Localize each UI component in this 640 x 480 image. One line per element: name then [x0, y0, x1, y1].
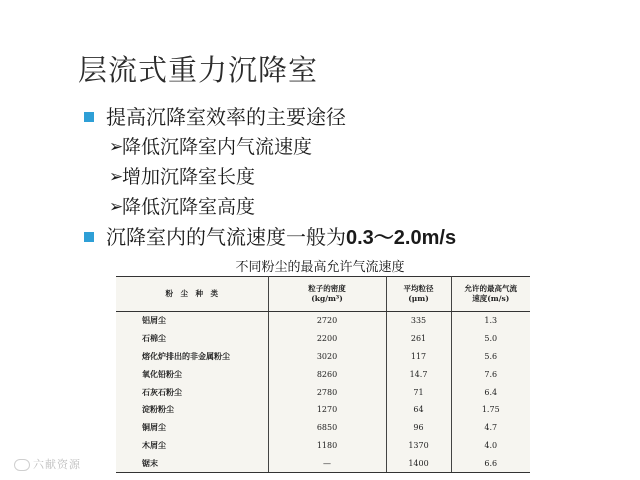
cell-density: —: [268, 454, 386, 472]
cell-max-velocity: 4.0: [484, 440, 498, 450]
cell-density: 8260: [268, 365, 386, 383]
header-max-velocity: 允许的最高气流 速度(m/s): [451, 277, 530, 312]
cell-max-velocity: 1.75: [481, 405, 500, 415]
arrow-bullet-icon: ➢: [109, 137, 124, 157]
header-density: 粒子的密度 (kg/m³): [268, 277, 386, 312]
watermark-logo-icon: [14, 459, 30, 471]
cell-density: 6850: [268, 419, 386, 437]
cell-powder-type: 淀粉粉尘: [116, 401, 268, 419]
cell-powder-type: 石棉尘: [116, 330, 268, 348]
cell-max-velocity: 6.4: [484, 387, 498, 397]
watermark-text: 六献资源: [33, 458, 81, 471]
cell-max-velocity: 4.7: [484, 423, 498, 433]
cell-density: 2720: [268, 312, 386, 330]
table-row: [116, 401, 530, 419]
cell-powder-type: 木屑尘: [116, 437, 268, 455]
sub-bullet-text: 增加沉降室长度: [122, 166, 256, 188]
cell-mean-size: 96: [386, 419, 451, 437]
cell-mean-size: 14.7: [386, 365, 451, 383]
sub-bullet-text: 降低沉降室高度: [122, 196, 256, 218]
square-bullet-icon: [84, 112, 94, 122]
cell-mean-size: 1370: [386, 437, 451, 455]
cell-density: 1180: [268, 437, 386, 455]
table-row: [116, 437, 530, 455]
table-header-row: [116, 277, 530, 312]
cell-powder-type: 铝屑尘: [116, 312, 268, 330]
cell-mean-size: 1400: [386, 454, 451, 472]
arrow-bullet-icon: ➢: [109, 167, 124, 187]
bullet-text: 提高沉降室效率的主要途径: [106, 105, 346, 129]
cell-density: 1270: [268, 401, 386, 419]
cell-mean-size: 64: [386, 401, 451, 419]
cell-mean-size: 261: [386, 330, 451, 348]
cell-powder-type: 氧化铅粉尘: [116, 365, 268, 383]
bullet-main-ways: [82, 102, 622, 132]
sub-bullet-increase-length: [82, 162, 622, 192]
cell-powder-type: 锯末: [116, 454, 268, 472]
header-mean-size: 平均粒径 (μm): [386, 277, 451, 312]
table-row: [116, 348, 530, 366]
cell-max-velocity: 5.0: [484, 334, 498, 344]
cell-density: 2780: [268, 383, 386, 401]
powder-velocity-table: [116, 276, 530, 473]
arrow-bullet-icon: ➢: [109, 197, 124, 217]
cell-density: 2200: [268, 330, 386, 348]
cell-max-velocity: 6.6: [451, 454, 530, 472]
cell-powder-type: 铜屑尘: [116, 419, 268, 437]
table-row: [116, 454, 530, 472]
header-powder-type: 粉 尘 种 类: [116, 277, 268, 312]
table-row: [116, 383, 530, 401]
cell-max-velocity: 1.3: [484, 316, 498, 326]
velocity-range-value: 0.3～2.0m/s: [346, 227, 457, 249]
cell-powder-type: 熔化炉排出的非金属粉尘: [116, 348, 268, 366]
cell-density: 3020: [268, 348, 386, 366]
table-row: [116, 312, 530, 330]
cell-mean-size: 335: [386, 312, 451, 330]
watermark: [14, 456, 81, 472]
bullet-list: [82, 102, 622, 252]
table-row: [116, 365, 530, 383]
cell-max-velocity: 5.6: [484, 351, 498, 361]
cell-mean-size: 117: [386, 348, 451, 366]
bullet-text: 沉降室内的气流速度一般为: [106, 225, 346, 249]
sub-bullet-text: 降低沉降室内气流速度: [122, 136, 313, 158]
cell-mean-size: 71: [386, 383, 451, 401]
slide-title: 层流式重力沉降室: [78, 53, 319, 87]
square-bullet-icon: [84, 232, 94, 242]
cell-powder-type: 石灰石粉尘: [116, 383, 268, 401]
table-row: [116, 419, 530, 437]
cell-max-velocity: 7.6: [484, 369, 498, 379]
sub-bullet-reduce-height: [82, 192, 622, 222]
sub-bullet-reduce-velocity: [82, 132, 622, 162]
bullet-velocity-range: [82, 222, 622, 252]
table-row: [116, 330, 530, 348]
table-caption: 不同粉尘的最高允许气流速度: [235, 260, 405, 275]
